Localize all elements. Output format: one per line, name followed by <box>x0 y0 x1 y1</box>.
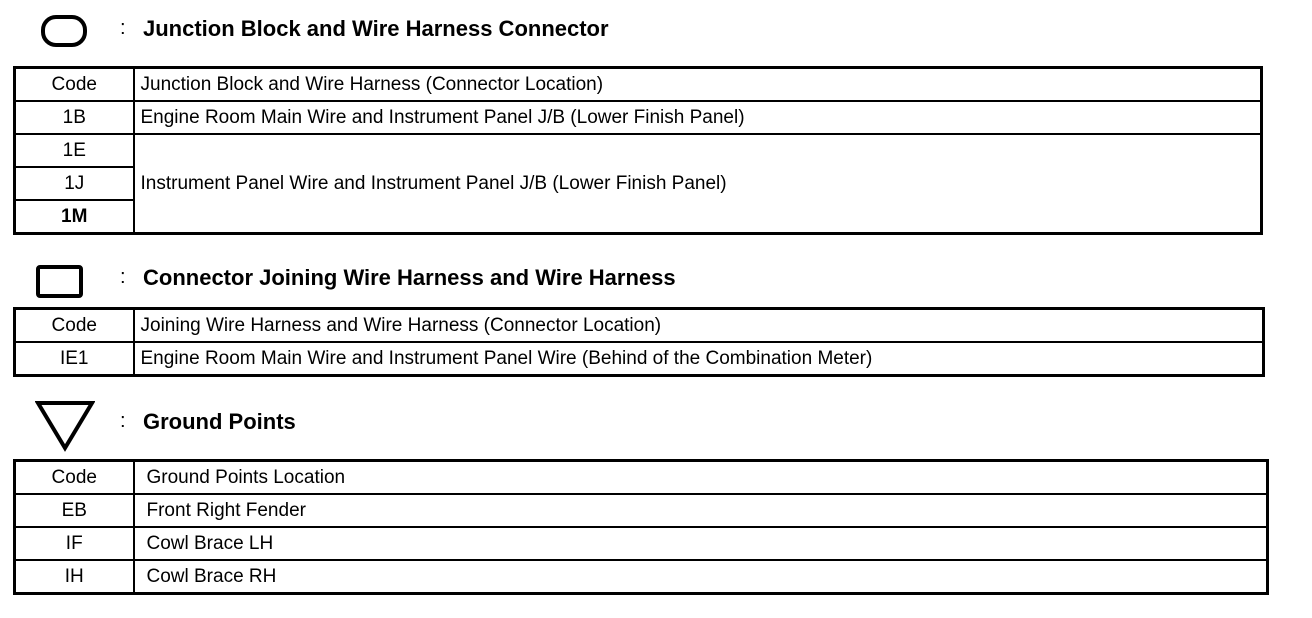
junction-table <box>13 66 1263 235</box>
location-cell: Front Right Fender <box>134 494 1268 527</box>
table-header-row <box>15 461 1268 495</box>
table-header-row <box>15 309 1264 343</box>
code-cell: IH <box>15 560 134 594</box>
table-row <box>15 560 1268 594</box>
code-header: Code <box>15 461 134 495</box>
code-header: Code <box>15 68 134 102</box>
location-cell: Engine Room Main Wire and Instrument Panel J/B (Lower Finish Panel) <box>134 101 1262 134</box>
code-cell: 1M <box>15 200 134 234</box>
table-row <box>15 134 1262 167</box>
joining-section-title: Connector Joining Wire Harness and Wire Harness <box>143 265 676 290</box>
down-triangle-icon <box>35 400 95 452</box>
location-cell: Cowl Brace LH <box>134 527 1268 560</box>
code-cell: IF <box>15 527 134 560</box>
location-cell: Engine Room Main Wire and Instrument Panel Wire (Behind of the Combination Meter) <box>134 342 1264 376</box>
section-colon: : <box>120 17 126 39</box>
code-header: Code <box>15 309 134 343</box>
location-header: Junction Block and Wire Harness (Connector Location) <box>134 68 1262 102</box>
junction-section-title: Junction Block and Wire Harness Connector <box>143 16 609 41</box>
table-row <box>15 342 1264 376</box>
table-row <box>15 494 1268 527</box>
table-row <box>15 101 1262 134</box>
code-cell: 1B <box>15 101 134 134</box>
code-cell: 1J <box>15 167 134 200</box>
location-cell: Cowl Brace RH <box>134 560 1268 594</box>
section-colon: : <box>120 410 126 432</box>
code-cell: EB <box>15 494 134 527</box>
joining-table <box>13 307 1265 377</box>
ground-table <box>13 459 1269 595</box>
location-header: Ground Points Location <box>134 461 1268 495</box>
location-header: Joining Wire Harness and Wire Harness (Connector Location) <box>134 309 1264 343</box>
location-cell: Instrument Panel Wire and Instrument Panel J/B (Lower Finish Panel) <box>134 134 1262 234</box>
table-header-row <box>15 68 1262 102</box>
section-colon: : <box>120 266 126 288</box>
ground-section-title: Ground Points <box>143 409 296 434</box>
rounded-rectangle-icon <box>40 14 88 48</box>
code-cell: 1E <box>15 134 134 167</box>
table-row <box>15 527 1268 560</box>
code-cell: IE1 <box>15 342 134 376</box>
rectangle-icon <box>35 264 85 300</box>
